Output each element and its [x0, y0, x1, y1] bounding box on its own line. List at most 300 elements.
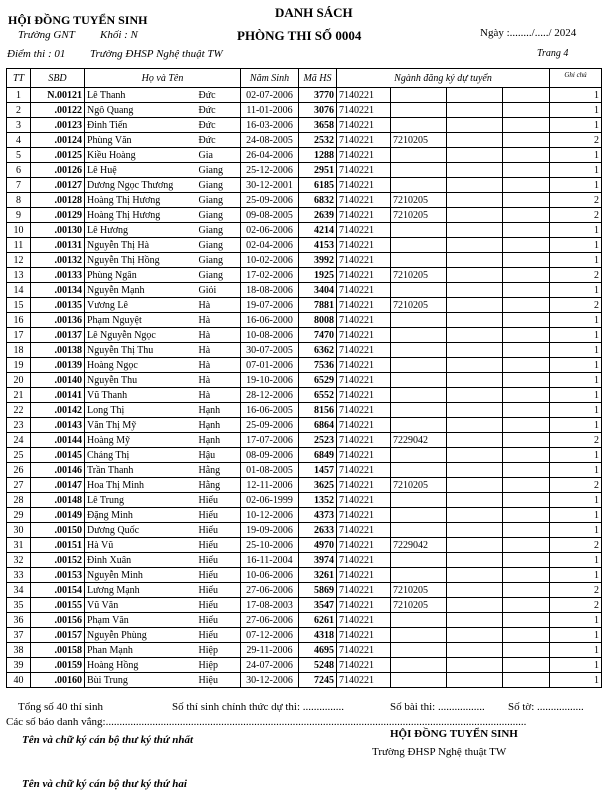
row-number: 4 — [7, 133, 31, 148]
row-number: 39 — [7, 658, 31, 673]
row-number: 31 — [7, 538, 31, 553]
note-value: 1 — [550, 283, 602, 298]
major-code-3 — [447, 328, 503, 343]
last-name: Vương Lê — [85, 298, 197, 313]
row-number: 8 — [7, 193, 31, 208]
birth-date: 11-01-2006 — [241, 103, 299, 118]
first-name: Hà — [197, 313, 241, 328]
major-code-4 — [503, 673, 550, 688]
row-number: 3 — [7, 118, 31, 133]
student-code: 3547 — [299, 598, 337, 613]
first-name: Hằng — [197, 463, 241, 478]
last-name: Hoàng Thị Hương — [85, 208, 197, 223]
birth-date: 30-07-2005 — [241, 343, 299, 358]
major-code-3 — [447, 403, 503, 418]
table-row — [7, 268, 602, 283]
note-value: 1 — [550, 253, 602, 268]
major-code-1: 7140221 — [337, 613, 391, 628]
row-number: 15 — [7, 298, 31, 313]
major-code-3 — [447, 433, 503, 448]
table-row — [7, 613, 602, 628]
table-row — [7, 343, 602, 358]
major-code-2 — [391, 358, 447, 373]
first-name: Hằng — [197, 478, 241, 493]
major-code-4 — [503, 403, 550, 418]
table-row — [7, 103, 602, 118]
major-code-4 — [503, 88, 550, 103]
table-row — [7, 88, 602, 103]
table-row — [7, 658, 602, 673]
birth-date: 02-07-2006 — [241, 88, 299, 103]
candidate-number: .00153 — [31, 568, 85, 583]
major-code-4 — [503, 253, 550, 268]
major-code-3 — [447, 268, 503, 283]
last-name: Lê Thanh — [85, 88, 197, 103]
major-code-2: 7229042 — [391, 433, 447, 448]
date-field: Ngày :......../...../ 2024 — [480, 27, 577, 39]
major-code-3 — [447, 238, 503, 253]
major-code-3 — [447, 313, 503, 328]
row-number: 24 — [7, 433, 31, 448]
col-dob: Năm Sinh — [241, 69, 299, 88]
col-mhs: Mã HS — [299, 69, 337, 88]
major-code-2 — [391, 628, 447, 643]
table-row — [7, 358, 602, 373]
birth-date: 29-11-2006 — [241, 643, 299, 658]
student-code: 4214 — [299, 223, 337, 238]
major-code-1: 7140221 — [337, 418, 391, 433]
row-number: 34 — [7, 583, 31, 598]
last-name: Phùng Ngân — [85, 268, 197, 283]
major-code-1: 7140221 — [337, 523, 391, 538]
col-sbd: SBD — [31, 69, 85, 88]
last-name: Phan Mạnh — [85, 643, 197, 658]
note-value: 1 — [550, 643, 602, 658]
school-name: Trường GNT — [18, 29, 75, 41]
row-number: 23 — [7, 418, 31, 433]
last-name: Dương Quốc — [85, 523, 197, 538]
student-code: 7470 — [299, 328, 337, 343]
major-code-2: 7210205 — [391, 208, 447, 223]
table-row — [7, 583, 602, 598]
student-code: 1457 — [299, 463, 337, 478]
note-value: 1 — [550, 313, 602, 328]
major-code-3 — [447, 358, 503, 373]
major-code-2 — [391, 418, 447, 433]
note-value: 1 — [550, 403, 602, 418]
first-name: Hiếu — [197, 598, 241, 613]
candidate-number: .00135 — [31, 298, 85, 313]
candidate-number: .00141 — [31, 388, 85, 403]
major-code-2 — [391, 178, 447, 193]
major-code-4 — [503, 328, 550, 343]
major-code-4 — [503, 268, 550, 283]
first-name: Hà — [197, 388, 241, 403]
table-row — [7, 178, 602, 193]
note-value: 1 — [550, 658, 602, 673]
row-number: 18 — [7, 343, 31, 358]
major-code-1: 7140221 — [337, 463, 391, 478]
major-code-3 — [447, 673, 503, 688]
birth-date: 07-12-2006 — [241, 628, 299, 643]
birth-date: 17-08-2003 — [241, 598, 299, 613]
birth-date: 17-02-2006 — [241, 268, 299, 283]
candidate-number: N.00121 — [31, 88, 85, 103]
major-code-2 — [391, 508, 447, 523]
first-name: Hiếu — [197, 508, 241, 523]
student-code: 4153 — [299, 238, 337, 253]
first-name: Đức — [197, 103, 241, 118]
first-name: Giang — [197, 223, 241, 238]
student-code: 8156 — [299, 403, 337, 418]
student-code: 6864 — [299, 418, 337, 433]
candidate-number: .00143 — [31, 418, 85, 433]
exam-school: Trường ĐHSP Nghệ thuật TW — [90, 48, 223, 60]
major-code-1: 7140221 — [337, 433, 391, 448]
birth-date: 26-04-2006 — [241, 148, 299, 163]
row-number: 11 — [7, 238, 31, 253]
major-code-3 — [447, 253, 503, 268]
major-code-4 — [503, 598, 550, 613]
student-code: 2523 — [299, 433, 337, 448]
table-row — [7, 253, 602, 268]
student-code: 6832 — [299, 193, 337, 208]
table-row — [7, 148, 602, 163]
candidate-number: .00158 — [31, 643, 85, 658]
first-name: Giang — [197, 178, 241, 193]
table-row — [7, 223, 602, 238]
student-code: 3770 — [299, 88, 337, 103]
first-name: Đức — [197, 133, 241, 148]
major-code-4 — [503, 448, 550, 463]
note-value: 2 — [550, 133, 602, 148]
major-code-3 — [447, 373, 503, 388]
table-row — [7, 493, 602, 508]
major-code-2 — [391, 373, 447, 388]
note-value: 1 — [550, 88, 602, 103]
note-value: 1 — [550, 553, 602, 568]
candidate-number: .00133 — [31, 268, 85, 283]
first-name: Hiếu — [197, 613, 241, 628]
candidate-number: .00154 — [31, 583, 85, 598]
table-row — [7, 208, 602, 223]
row-number: 28 — [7, 493, 31, 508]
student-code: 5869 — [299, 583, 337, 598]
last-name: Lê Nguyễn Ngọc — [85, 328, 197, 343]
major-code-4 — [503, 418, 550, 433]
first-name: Hiệp — [197, 643, 241, 658]
major-code-4 — [503, 478, 550, 493]
major-code-4 — [503, 658, 550, 673]
council-name: HỘI ĐỒNG TUYỂN SINH — [8, 13, 148, 27]
table-row — [7, 373, 602, 388]
student-code: 7881 — [299, 298, 337, 313]
note-value: 1 — [550, 223, 602, 238]
major-code-3 — [447, 553, 503, 568]
note-value: 1 — [550, 568, 602, 583]
candidate-number: .00132 — [31, 253, 85, 268]
table-row — [7, 298, 602, 313]
last-name: Vũ Văn — [85, 598, 197, 613]
last-name: Lê Hương — [85, 223, 197, 238]
candidate-number: .00157 — [31, 628, 85, 643]
major-code-1: 7140221 — [337, 178, 391, 193]
table-row — [7, 568, 602, 583]
student-code: 6529 — [299, 373, 337, 388]
major-code-1: 7140221 — [337, 298, 391, 313]
sheet-count: Số tờ: ................. — [508, 701, 584, 713]
student-code: 6185 — [299, 178, 337, 193]
table-row — [7, 163, 602, 178]
major-code-2 — [391, 118, 447, 133]
paper-count: Số bài thi: ................. — [390, 701, 485, 713]
birth-date: 16-06-2000 — [241, 313, 299, 328]
last-name: Bùi Trung — [85, 673, 197, 688]
major-code-2: 7210205 — [391, 298, 447, 313]
row-number: 12 — [7, 253, 31, 268]
table-row — [7, 403, 602, 418]
last-name: Phạm Nguyệt — [85, 313, 197, 328]
birth-date: 30-12-2006 — [241, 673, 299, 688]
first-name: Giỏi — [197, 283, 241, 298]
note-value: 2 — [550, 268, 602, 283]
major-code-1: 7140221 — [337, 133, 391, 148]
candidate-number: .00152 — [31, 553, 85, 568]
student-code: 3076 — [299, 103, 337, 118]
official-count: Số thí sinh chính thức dự thi: ............... — [172, 701, 345, 713]
first-name: Hiếu — [197, 538, 241, 553]
candidate-number: .00148 — [31, 493, 85, 508]
table-row — [7, 508, 602, 523]
first-name: Hà — [197, 328, 241, 343]
major-code-1: 7140221 — [337, 148, 391, 163]
candidate-number: .00151 — [31, 538, 85, 553]
candidate-number: .00138 — [31, 343, 85, 358]
col-major: Ngành đăng ký dự tuyển — [337, 69, 550, 88]
table-row — [7, 328, 602, 343]
major-code-2 — [391, 388, 447, 403]
student-code: 2639 — [299, 208, 337, 223]
first-name: Hà — [197, 298, 241, 313]
birth-date: 24-07-2006 — [241, 658, 299, 673]
major-code-2: 7210205 — [391, 193, 447, 208]
last-name: Nguyễn Thu — [85, 373, 197, 388]
row-number: 6 — [7, 163, 31, 178]
row-number: 1 — [7, 88, 31, 103]
note-value: 1 — [550, 358, 602, 373]
major-code-4 — [503, 553, 550, 568]
note-value: 1 — [550, 673, 602, 688]
birth-date: 27-06-2006 — [241, 583, 299, 598]
last-name: Lương Mạnh — [85, 583, 197, 598]
birth-date: 19-10-2006 — [241, 373, 299, 388]
candidate-number: .00125 — [31, 148, 85, 163]
col-note: Ghi chú — [550, 69, 602, 88]
major-code-1: 7140221 — [337, 538, 391, 553]
major-code-1: 7140221 — [337, 238, 391, 253]
major-code-3 — [447, 208, 503, 223]
table-row — [7, 133, 602, 148]
note-value: 1 — [550, 148, 602, 163]
major-code-2 — [391, 283, 447, 298]
row-number: 26 — [7, 463, 31, 478]
first-name: Giang — [197, 238, 241, 253]
major-code-3 — [447, 508, 503, 523]
major-code-3 — [447, 283, 503, 298]
page-subtitle: PHÒNG THI SỐ 0004 — [237, 28, 362, 43]
candidate-number: .00127 — [31, 178, 85, 193]
first-name: Giang — [197, 253, 241, 268]
candidate-number: .00140 — [31, 373, 85, 388]
candidate-number: .00134 — [31, 283, 85, 298]
row-number: 35 — [7, 598, 31, 613]
candidate-number: .00156 — [31, 613, 85, 628]
note-value: 1 — [550, 493, 602, 508]
major-code-3 — [447, 583, 503, 598]
absent-list: Các số báo danh vắng:......................................................................................................................................................... — [6, 716, 527, 728]
major-code-1: 7140221 — [337, 403, 391, 418]
major-code-4 — [503, 118, 550, 133]
major-code-1: 7140221 — [337, 478, 391, 493]
major-code-2 — [391, 88, 447, 103]
major-code-2 — [391, 673, 447, 688]
last-name: Nguyễn Thị Hồng — [85, 253, 197, 268]
note-value: 1 — [550, 508, 602, 523]
table-row — [7, 673, 602, 688]
major-code-1: 7140221 — [337, 673, 391, 688]
major-code-1: 7140221 — [337, 313, 391, 328]
birth-date: 28-12-2006 — [241, 388, 299, 403]
major-code-2: 7210205 — [391, 133, 447, 148]
last-name: Phạm Văn — [85, 613, 197, 628]
candidate-number: .00122 — [31, 103, 85, 118]
last-name: Chảng Thị — [85, 448, 197, 463]
major-code-1: 7140221 — [337, 283, 391, 298]
row-number: 13 — [7, 268, 31, 283]
last-name: Nguyễn Thị Hà — [85, 238, 197, 253]
major-code-1: 7140221 — [337, 493, 391, 508]
student-code: 3974 — [299, 553, 337, 568]
major-code-3 — [447, 118, 503, 133]
first-name: Giang — [197, 163, 241, 178]
table-row — [7, 598, 602, 613]
first-name: Hiếu — [197, 628, 241, 643]
major-code-3 — [447, 448, 503, 463]
major-code-3 — [447, 478, 503, 493]
row-number: 19 — [7, 358, 31, 373]
major-code-1: 7140221 — [337, 193, 391, 208]
student-code: 2951 — [299, 163, 337, 178]
student-code: 3404 — [299, 283, 337, 298]
table-row — [7, 553, 602, 568]
major-code-2 — [391, 613, 447, 628]
row-number: 14 — [7, 283, 31, 298]
birth-date: 16-03-2006 — [241, 118, 299, 133]
major-code-2 — [391, 148, 447, 163]
table-row — [7, 628, 602, 643]
student-code: 4373 — [299, 508, 337, 523]
last-name: Nguyễn Thị Thu — [85, 343, 197, 358]
candidate-number: .00142 — [31, 403, 85, 418]
first-name: Đức — [197, 88, 241, 103]
major-code-2 — [391, 163, 447, 178]
birth-date: 27-06-2006 — [241, 613, 299, 628]
row-number: 29 — [7, 508, 31, 523]
first-name: Giang — [197, 193, 241, 208]
major-code-2 — [391, 313, 447, 328]
student-code: 2532 — [299, 133, 337, 148]
birth-date: 10-06-2006 — [241, 568, 299, 583]
candidate-number: .00155 — [31, 598, 85, 613]
note-value: 1 — [550, 238, 602, 253]
note-value: 1 — [550, 103, 602, 118]
major-code-3 — [447, 193, 503, 208]
major-code-4 — [503, 583, 550, 598]
first-name: Hà — [197, 373, 241, 388]
major-code-4 — [503, 103, 550, 118]
last-name: Hoa Thị Minh — [85, 478, 197, 493]
major-code-1: 7140221 — [337, 553, 391, 568]
major-code-1: 7140221 — [337, 598, 391, 613]
major-code-3 — [447, 628, 503, 643]
major-code-2 — [391, 238, 447, 253]
candidate-number: .00137 — [31, 328, 85, 343]
birth-date: 10-12-2006 — [241, 508, 299, 523]
row-number: 22 — [7, 403, 31, 418]
student-code: 6849 — [299, 448, 337, 463]
row-number: 21 — [7, 388, 31, 403]
first-name: Giang — [197, 268, 241, 283]
table-row — [7, 643, 602, 658]
candidate-number: .00150 — [31, 523, 85, 538]
last-name: Phùng Văn — [85, 133, 197, 148]
major-code-4 — [503, 238, 550, 253]
major-code-1: 7140221 — [337, 163, 391, 178]
first-name: Hiếu — [197, 568, 241, 583]
student-code: 4695 — [299, 643, 337, 658]
candidate-number: .00139 — [31, 358, 85, 373]
table-row — [7, 238, 602, 253]
last-name: Hoàng Hồng — [85, 658, 197, 673]
major-code-2: 7210205 — [391, 478, 447, 493]
table-row — [7, 538, 602, 553]
birth-date: 01-08-2005 — [241, 463, 299, 478]
candidate-number: .00147 — [31, 478, 85, 493]
first-name: Hiếu — [197, 523, 241, 538]
birth-date: 19-09-2006 — [241, 523, 299, 538]
table-row — [7, 433, 602, 448]
table-row — [7, 478, 602, 493]
major-code-1: 7140221 — [337, 388, 391, 403]
major-code-1: 7140221 — [337, 373, 391, 388]
row-number: 32 — [7, 553, 31, 568]
row-number: 37 — [7, 628, 31, 643]
major-code-4 — [503, 388, 550, 403]
candidate-number: .00146 — [31, 463, 85, 478]
row-number: 33 — [7, 568, 31, 583]
last-name: Kiều Hoàng — [85, 148, 197, 163]
col-tt: TT — [7, 69, 31, 88]
student-code: 7536 — [299, 358, 337, 373]
major-code-3 — [447, 388, 503, 403]
secretary-two-signature: Tên và chữ ký cán bộ thư ký thứ hai — [22, 778, 187, 790]
note-value: 1 — [550, 163, 602, 178]
first-name: Hiếu — [197, 553, 241, 568]
last-name: Nguyễn Phùng — [85, 628, 197, 643]
last-name: Dương Ngọc Thương — [85, 178, 197, 193]
major-code-1: 7140221 — [337, 103, 391, 118]
exam-point: Điểm thi : 01 — [7, 48, 66, 60]
